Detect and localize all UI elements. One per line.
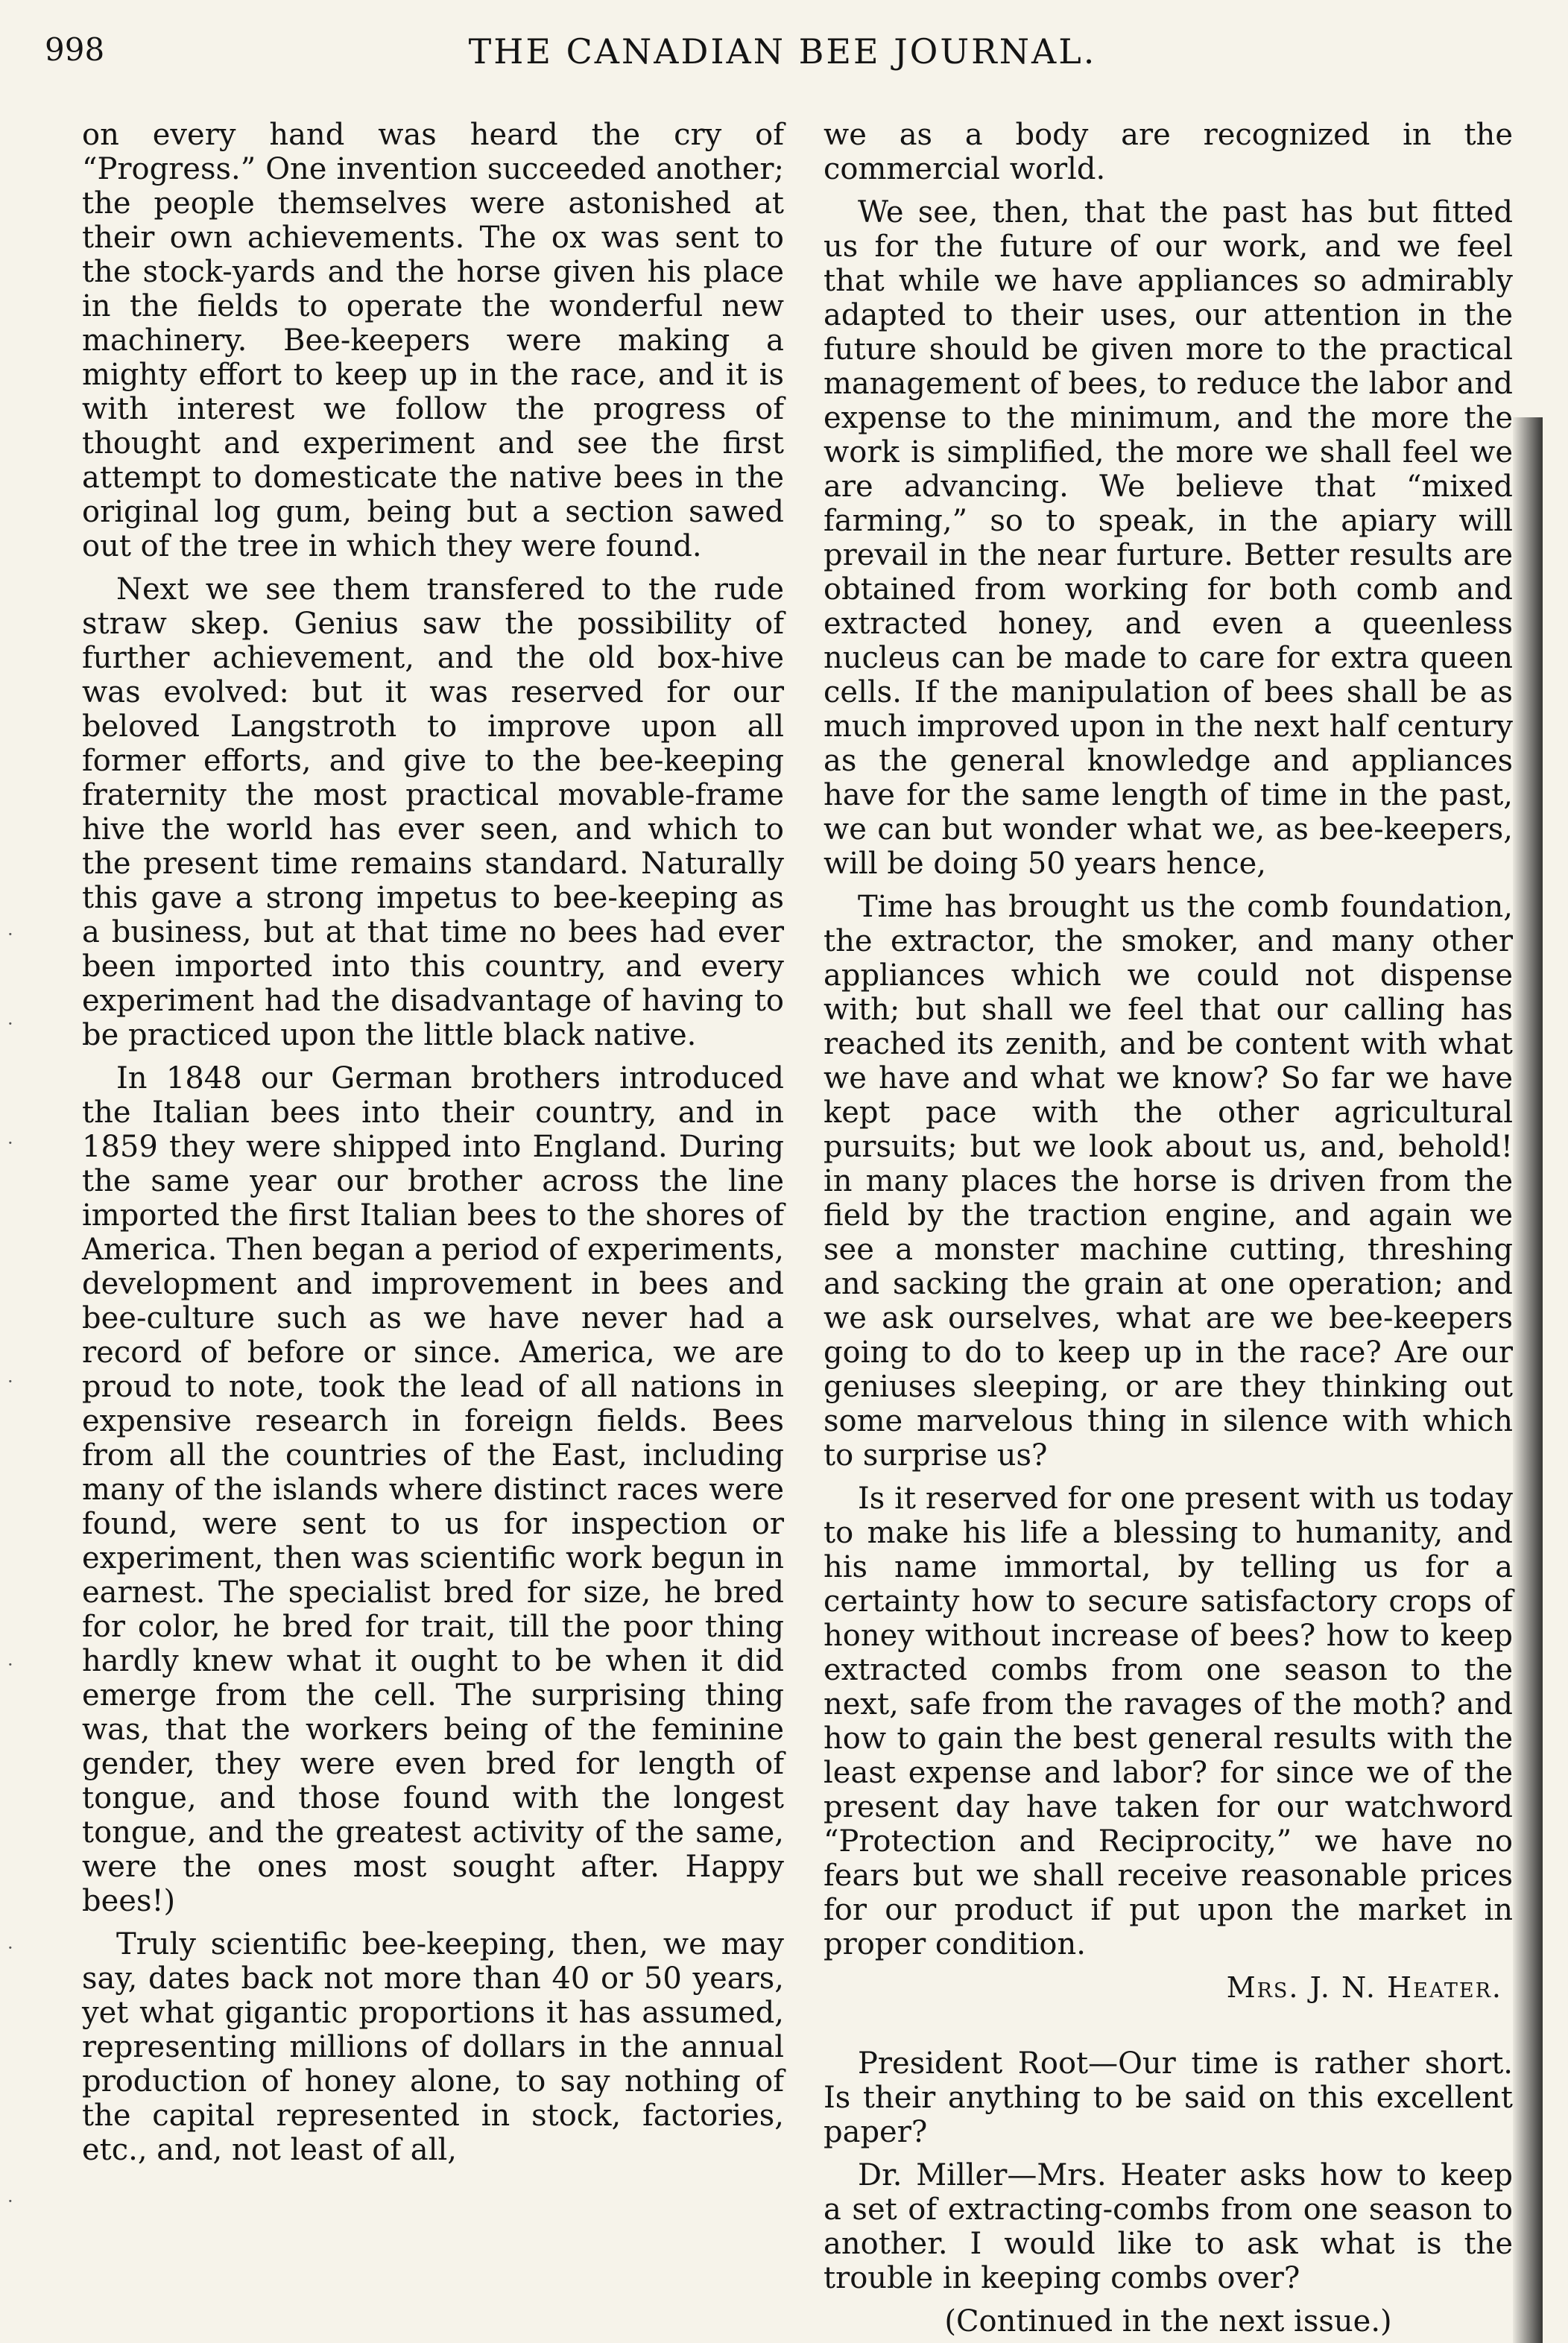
continued-notice: (Continued in the next issue.)	[944, 2304, 1392, 2339]
page-edge-shadow	[1513, 417, 1543, 2343]
author-signature: Mrs. J. N. Heater.	[1226, 1971, 1502, 2004]
paragraph: Truly scientific bee-keeping, then, we may say, dates back not more than 40 or 50 years, yet what gigantic proportions it has assumed, representing millions of dollars in the annual production of honey alone, to say nothing of the capital represented in stock, factories, etc., and, not least of all,	[82, 1927, 784, 2167]
paragraph: on every hand was heard the cry of “Progress.” One invention succeeded another; the people themselves were astonished at their own achievements. The ox was sent to the stock-yards and the horse given his place in the fields to operate the wonderful new machinery. Bee-keepers were making a mighty effort to keep up in the race, and it is with interest we follow the progress of thought and experiment and see the first attempt to domesticate the native bees in the original log gum, being but a section sawed out of the tree in which they were found.	[82, 118, 784, 563]
page-header	[45, 31, 1520, 83]
paragraph: We see, then, that the past has but fitted us for the future of our work, and we feel that while we have appliances so admirably adapted to their uses, our attention in the future should be given more to the practical management of bees, to reduce the labor and expense to the minimum, and the more the work is simplified, the more we shall feel we are advancing. We believe that “mixed farming,” so to speak, in the apiary will prevail in the near furture. Better results are obtained from working for both comb and extracted honey, and even a queenless nucleus can be made to care for extra queen cells. If the manipulation of bees shall be as much improved upon in the next half century as the general knowledge and appliances have for the same length of time in the past, we can but wonder what we, as bee-keepers, will be doing 50 years hence,	[823, 195, 1513, 881]
paragraph: In 1848 our German brothers introduced the Italian bees into their country, and in 1859 they were shipped into England. During the same year our brother across the line imported the first Italian bees to the shores of America. Then began a period of experiments, development and improvement in bees and bee-culture such as we have never had a record of before or since. America, we are proud to note, took the lead of all nations in expensive research in foreign fields. Bees from all the countries of the East, including many of the islands where distinct races were found, were sent to us for inspection or experiment, then was scientific work begun in earnest. The specialist bred for size, he bred for color, he bred for trait, till the poor thing hardly knew what it ought to be when it did emerge from the cell. The surprising thing was, that the workers being of the feminine gender, they were even bred for length of tongue, and those found with the longest tongue, and the greatest activity of the same, were the ones most sought after. Happy bees!)	[82, 1061, 784, 1918]
binding-marks: · · · · · · ·	[7, 924, 13, 2212]
right-column	[823, 118, 1513, 2339]
paragraph: Time has brought us the comb foundation, the extractor, the smoker, and many other appliances which we could not dispense with; but shall we feel that our calling has reached its zenith, and be content with what we have and what we know? So far we have kept pace with the other agricultural pursuits; but we look about us, and, behold! in many places the horse is driven from the field by the traction engine, and again we see a monster machine cutting, threshing and sacking the grain at one operation; and we ask ourselves, what are we bee-keepers going to do to keep up in the race? Are our geniuses sleeping, or are they thinking out some marvelous thing in silence with which to surprise us?	[823, 890, 1513, 1473]
paragraph: Is it reserved for one present with us today to make his life a blessing to humanity, and his name immortal, by telling us for a certainty how to secure satisfactory crops of honey without increase of bees? how to keep extracted combs from one season to the next, safe from the ravages of the moth? and how to gain the best general results with the least expense and labor? for since we of the present day have taken for our watchword “Protection and Reciprocity,” we have no fears but we shall receive reasonable prices for our product if put upon the market in proper condition.	[823, 1482, 1513, 1961]
left-column	[82, 118, 784, 2176]
page-number: 998	[45, 31, 105, 68]
journal-title: THE CANADIAN BEE JOURNAL.	[468, 31, 1097, 72]
paragraph: Next we see them transfered to the rude straw skep. Genius saw the possibility of further achievement, and the old box-hive was evolved: but it was reserved for our beloved Langstroth to improve upon all former efforts, and give to the bee-keeping fraternity the most practical movable-frame hive the world has ever seen, and which to the present time remains standard. Naturally this gave a strong impetus to bee-keeping as a business, but at that time no bees had ever been imported into this country, and every experiment had the disadvantage of having to be practiced upon the little black native.	[82, 572, 784, 1052]
discussion-paragraph: President Root—Our time is rather short. Is their anything to be said on this excellent paper?	[823, 2046, 1513, 2149]
paragraph: we as a body are recognized in the commercial world.	[823, 118, 1513, 186]
discussion-paragraph: Dr. Miller—Mrs. Heater asks how to keep a set of extracting-combs from one season to another. I would like to ask what is the trouble in keeping combs over?	[823, 2158, 1513, 2295]
